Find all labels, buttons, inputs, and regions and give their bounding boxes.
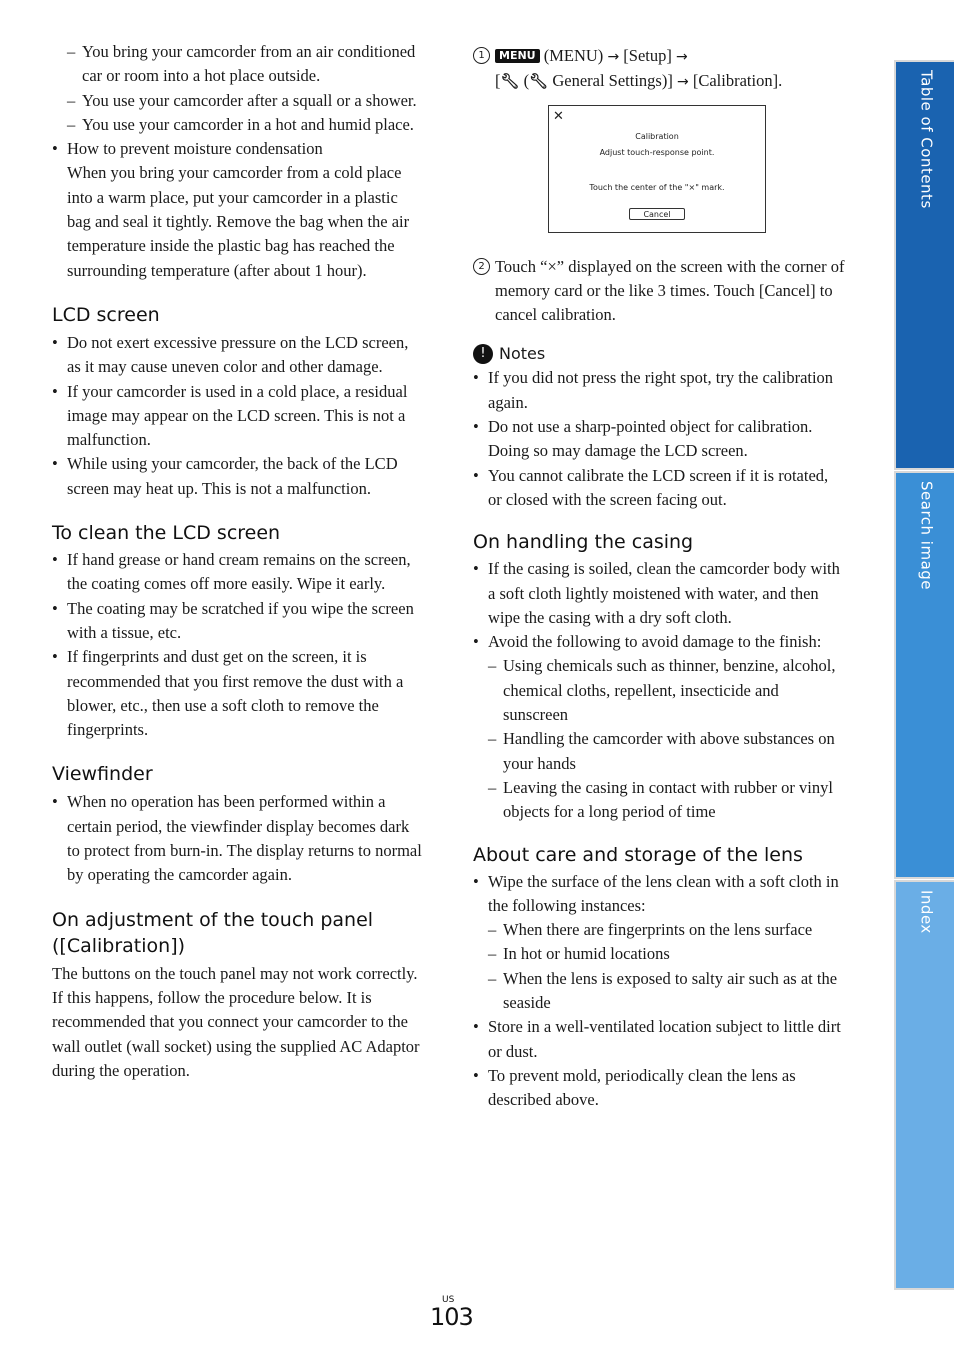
list-item: • Wipe the surface of the lens clean with a soft cloth in the following instances: – When there are fingerprints on the lens surface – In hot or humid locations – When the lens is exposed to salty air such as at the seaside (473, 870, 845, 1016)
wrench-icon: 🔧︎ (529, 72, 549, 91)
list-item: – Handling the camcorder with above substances on your hands (488, 727, 845, 776)
arrow-icon: → (676, 74, 689, 91)
tab-search-image[interactable]: Search image (894, 471, 954, 879)
list-item: – You bring your camcorder from an air conditioned car or room into a hot place outside. (67, 40, 422, 89)
viewfinder-heading: Viewfinder (52, 763, 153, 786)
prevent-list (52, 137, 422, 283)
arrow-icon: → (676, 49, 688, 65)
list-item: • Store in a well-ventilated location subject to little dirt or dust. (473, 1015, 845, 1064)
list-item: – You use your camcorder after a squall or a shower. (67, 89, 422, 113)
list-item: • If your camcorder is used in a cold place, a residual image may appear on the LCD screen. This is not a malfunction. (52, 380, 422, 453)
viewfinder-list (52, 790, 422, 887)
condensation-cases-list (67, 40, 422, 137)
list-item: • If hand grease or hand cream remains on the screen, the coating comes off more easily. Wipe it early. (52, 548, 422, 597)
left-column (52, 40, 422, 1083)
clean-list (52, 548, 422, 742)
step-1: 1 MENU (MENU) → [Setup] → [🔧︎ (🔧︎ General Settings)] → [Calibration]. (473, 44, 845, 95)
calibration-screen-illustration (548, 105, 766, 233)
tab-table-of-contents[interactable]: Table of Contents (894, 60, 954, 470)
prevent-text: When you bring your camcorder from a cold place into a warm place, put your camcorder in a plastic bag and seal it tightly. Remove the bag when the air temperature inside the plastic bag has reached the surrounding temperature (after about 1 hour). (67, 163, 410, 280)
list-item: – When there are fingerprints on the lens surface (488, 918, 845, 942)
step-2-text: Touch “×” displayed on the screen with the corner of memory card or the like 3 times. Touch [Cancel] to cancel calibration. (495, 256, 845, 325)
arrow-icon: → (607, 49, 620, 65)
menu-key-icon: MENU (495, 49, 540, 63)
cancel-button: Cancel (629, 208, 685, 220)
page-number-value: 103 (430, 1303, 473, 1331)
step-number: 2 (473, 258, 490, 275)
dialog-instruction: Touch the center of the "×" mark. (589, 182, 725, 192)
list-item: • When no operation has been performed within a certain period, the viewfinder display becomes dark to protect from burn-in. The display returns to normal by operating the camcorder again. (52, 790, 422, 887)
list-item: • If the casing is soiled, clean the camcorder body with a soft cloth lightly moistened with water, and then wipe the casing with a dry soft cloth. (473, 557, 845, 630)
list-item: • Avoid the following to avoid damage to the finish: – Using chemicals such as thinner, benzine, alcohol, chemical cloths, repellent, insecticide and sunscreen – Handling the camcorder with above substances on your hands – Leaving the casing in contact with rubber or vinyl objects for a long period of time (473, 630, 845, 824)
list-item: • The coating may be scratched if you wipe the screen with a tissue, etc. (52, 597, 422, 646)
step-number: 1 (473, 47, 490, 64)
close-icon: ✕ (553, 108, 564, 124)
list-item: • You cannot calibrate the LCD screen if it is rotated, or closed with the screen facing out. (473, 464, 845, 513)
list-item: – Leaving the casing in contact with rubber or vinyl objects for a long period of time (488, 776, 845, 825)
list-item: • To prevent mold, periodically clean the lens as described above. (473, 1064, 845, 1113)
dialog-title: Calibration (635, 131, 679, 141)
touch-heading: On adjustment of the touch panel ([Calibration]) (52, 908, 374, 957)
list-item: • Do not use a sharp-pointed object for calibration. Doing so may damage the LCD screen. (473, 415, 845, 464)
lcd-heading: LCD screen (52, 303, 160, 326)
touch-text: The buttons on the touch panel may not work correctly. If this happens, follow the procedure below. It is recommended that you connect your camcorder to the wall outlet (wall socket) using the supplied AC Adaptor during the operation. (52, 963, 420, 1080)
list-item: • If you did not press the right spot, try the calibration again. (473, 366, 845, 415)
tab-index[interactable]: Index (894, 880, 954, 1290)
list-item: • While using your camcorder, the back of the LCD screen may heat up. This is not a malfunction. (52, 452, 422, 501)
lens-list (473, 870, 845, 1113)
list-item: • If fingerprints and dust get on the screen, it is recommended that you first remove the dust with a blower, etc., then use a soft cloth to remove the fingerprints. (52, 645, 422, 742)
list-item: – When the lens is exposed to salty air such as at the seaside (488, 967, 845, 1016)
lens-sublist (488, 918, 845, 1015)
right-column (473, 44, 845, 1113)
region-code: US (442, 1295, 455, 1305)
casing-sublist (488, 654, 845, 824)
notes-heading: ! Notes (473, 342, 845, 366)
clean-heading: To clean the LCD screen (52, 522, 281, 545)
notes-icon: ! (473, 344, 493, 364)
list-item (52, 137, 422, 283)
lcd-list (52, 331, 422, 501)
list-item: – Using chemicals such as thinner, benzine, alcohol, chemical cloths, repellent, insecticide and sunscreen (488, 654, 845, 727)
prevent-title: • How to prevent moisture condensation (67, 139, 323, 159)
lens-heading: About care and storage of the lens (473, 843, 803, 866)
dialog-subtitle: Adjust touch-response point. (599, 147, 715, 157)
list-item: • Do not exert excessive pressure on the LCD screen, as it may cause uneven color and other damage. (52, 331, 422, 380)
list-item: – You use your camcorder in a hot and humid place. (67, 113, 422, 137)
step-2 (473, 255, 845, 328)
casing-list (473, 557, 845, 824)
wrench-icon: 🔧︎ (500, 72, 520, 91)
casing-heading: On handling the casing (473, 531, 694, 554)
list-item: – In hot or humid locations (488, 942, 845, 966)
notes-list (473, 366, 845, 512)
